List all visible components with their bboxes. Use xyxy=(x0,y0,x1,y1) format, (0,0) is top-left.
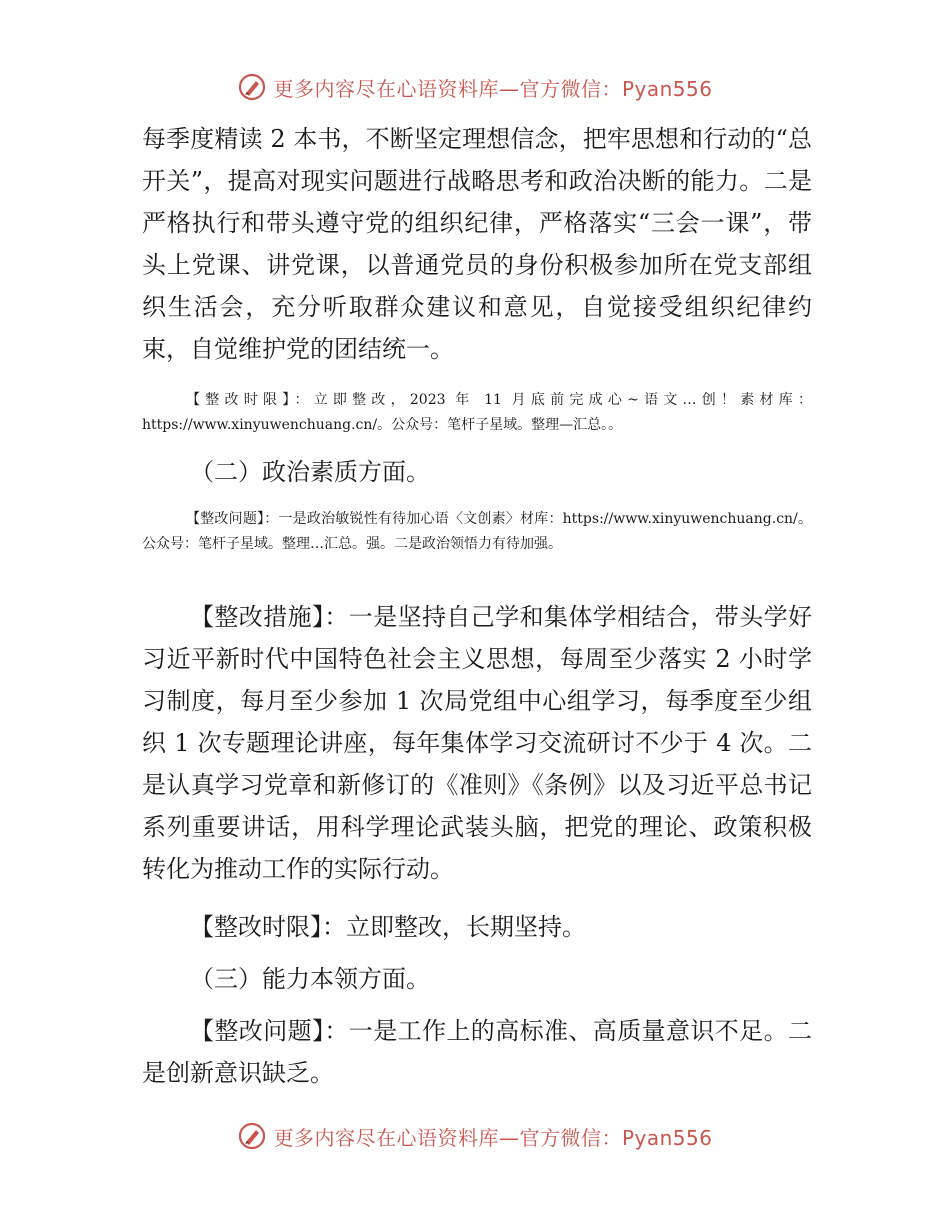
paragraph-rectification-measures: 【整改措施】：一是坚持自己学和集体学相结合，带头学好习近平新时代中国特色社会主义思想，每周至少落实 2 小时学习制度，每月至少参加 1 次局党组中心组学习，每季度至少组织 1 次专题理论讲座，每年集体学习交流研讨不少于 4 次。二是认真学习党章和新修订的《准则》《条例》以及习近平总书记系列重要讲话，用科学理论武装头脑，把党的理论、政策积极转化为推动工作的实际行动。 xyxy=(142,603,812,883)
header-watermark xyxy=(0,72,950,112)
main-content xyxy=(142,118,812,370)
content-block-8 xyxy=(142,1010,812,1094)
paragraph-rectification-deadline-2: 【整改时限】：立即整改，长期坚持。 xyxy=(190,913,586,941)
paragraph-rectification-problem-2: 【整改问题】：一是工作上的高标准、高质量意识不足。二是创新意识缺乏。 xyxy=(142,1017,812,1087)
footer-watermark xyxy=(0,1121,950,1161)
paragraph-1: 每季度精读 2 本书，不断坚定理想信念，把牢思想和行动的“总开关”，提高对现实问题进行战略思考和政治决断的能力。二是严格执行和带头遵守党的组织纪律，严格落实“三会一课”，带头上党课、讲党课，以普通党员的身份积极参加所在党支部组织生活会，充分听取群众建议和意见，自觉接受组织纪律约束，自觉维护党的团结统一。 xyxy=(142,125,812,363)
paragraph-rectification-problem-1: 【整改问题】：一是政治敏锐性有待加心语〈文创素〉材库：https://www.xinyuwenchuang.cn/。公众号：笔杆子星域。整理…汇总。强。二是政治领悟力有待加强。 xyxy=(142,511,812,552)
paragraph-rectification-deadline-1: 【整改时限】：立即整改，2023 年 11 月底前完成心~语文…创！素材库：https://www.xinyuwenchuang.cn/。公众号：笔杆子星域。整理—汇总。。 xyxy=(142,392,812,433)
pen-logo-icon xyxy=(237,1121,267,1151)
content-block-3 xyxy=(142,451,812,493)
content-block-4 xyxy=(142,507,812,557)
section-heading-political-quality: （二）政治素质方面。 xyxy=(190,458,430,486)
content-block-2 xyxy=(142,388,812,438)
content-block-6 xyxy=(142,906,812,948)
header-watermark-text: 更多内容尽在心语资料库—官方微信：Pyan556 xyxy=(273,76,713,101)
content-block-5 xyxy=(142,596,812,890)
content-block-7 xyxy=(142,958,812,1000)
section-heading-ability: （三）能力本领方面。 xyxy=(190,965,430,993)
pen-logo-icon xyxy=(237,72,267,102)
footer-watermark-text: 更多内容尽在心语资料库—官方微信：Pyan556 xyxy=(273,1125,713,1150)
